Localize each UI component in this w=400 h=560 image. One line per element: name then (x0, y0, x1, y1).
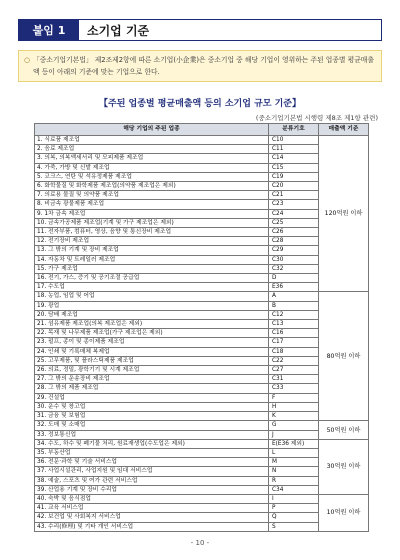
classification-code: C13 (269, 320, 319, 329)
industry-name: 42. 보건업 및 사회복지 서비스업 (35, 513, 269, 522)
table-row (35, 320, 369, 329)
industry-name: 6. 화학물질 및 화학제품 제조업(의약품 제조업은 제외) (35, 182, 269, 191)
industry-name: 38. 예술, 스포츠 및 여가 관련 서비스업 (35, 476, 269, 485)
page-number: - 10 - (190, 539, 210, 547)
classification-code: A (269, 292, 319, 301)
table-row (35, 421, 369, 430)
industry-name: 39. 산업용 기계 및 장비 수리업 (35, 485, 269, 494)
table-row (35, 283, 369, 292)
classification-code: F (269, 393, 319, 402)
industry-name: 1. 식료품 제조업 (35, 136, 269, 145)
industry-name: 8. 비금속 광물제품 제조업 (35, 200, 269, 209)
industry-name: 28. 그 밖의 제품 제조업 (35, 384, 269, 393)
table-row (35, 209, 369, 218)
table-row (35, 264, 369, 273)
industry-name: 17. 수도업 (35, 283, 269, 292)
industry-name: 34. 수도, 하수 및 폐기물 처리, 원료재생업(수도업은 제외) (35, 439, 269, 448)
classification-code: M (269, 458, 319, 467)
table-row (35, 485, 369, 494)
table-row (35, 494, 369, 503)
industry-name: 11. 전자부품, 컴퓨터, 영상, 음향 및 통신장비 제조업 (35, 228, 269, 237)
header-industry: 해당 기업의 주된 업종 (35, 124, 269, 136)
classification-code: C31 (269, 375, 319, 384)
revenue-standard: 30억원 이하 (319, 439, 369, 494)
industry-name: 40. 숙박 및 음식점업 (35, 494, 269, 503)
industry-name: 15. 가구 제조업 (35, 264, 269, 273)
industry-name: 21. 섬유제품 제조업(의복 제조업은 제외) (35, 320, 269, 329)
revenue-standard: 10억원 이하 (319, 494, 369, 531)
table-row (35, 310, 369, 319)
revenue-standard: 120억원 이하 (319, 136, 369, 292)
table-row (35, 255, 369, 264)
industry-name: 18. 농업, 임업 및 어업 (35, 292, 269, 301)
header-code: 분류기호 (269, 124, 319, 136)
table-row (35, 476, 369, 485)
industry-name: 35. 부동산업 (35, 448, 269, 457)
industry-name: 14. 자동차 및 트레일러 제조업 (35, 255, 269, 264)
table-row (35, 191, 369, 200)
industry-name: 41. 교육 서비스업 (35, 504, 269, 513)
table-header-row (35, 124, 369, 136)
table-row (35, 292, 369, 301)
table-row (35, 384, 369, 393)
industry-name: 24. 인쇄 및 기록매체 복제업 (35, 347, 269, 356)
table-row (35, 522, 369, 531)
section-header (18, 19, 382, 41)
classification-code: C21 (269, 191, 319, 200)
table-row (35, 301, 369, 310)
classification-code: C11 (269, 145, 319, 154)
classification-code: C19 (269, 172, 319, 181)
classification-code: C25 (269, 218, 319, 227)
table-row (35, 448, 369, 457)
table-row (35, 246, 369, 255)
industry-name: 20. 담배 제조업 (35, 310, 269, 319)
classification-code: S (269, 522, 319, 531)
classification-code: K (269, 412, 319, 421)
industry-name: 16. 전기, 가스, 증기 및 공기조절 공급업 (35, 274, 269, 283)
table-row (35, 430, 369, 439)
table-row (35, 458, 369, 467)
table-row (35, 329, 369, 338)
classification-code: C27 (269, 366, 319, 375)
classification-code: L (269, 448, 319, 457)
classification-code: G (269, 421, 319, 430)
industry-name: 4. 가죽, 가방 및 신발 제조업 (35, 163, 269, 172)
table-row (35, 439, 369, 448)
industry-name: 12. 전기장비 제조업 (35, 237, 269, 246)
industry-name: 43. 수리(修理) 및 기타 개인 서비스업 (35, 522, 269, 531)
classification-code: P (269, 504, 319, 513)
industry-name: 29. 건설업 (35, 393, 269, 402)
industry-name: 22. 목재 및 나무제품 제조업(가구 제조업은 제외) (35, 329, 269, 338)
table-row (35, 218, 369, 227)
table-row (35, 375, 369, 384)
table-row (35, 136, 369, 145)
industry-name: 25. 고무제품, 및 플라스틱제품 제조업 (35, 356, 269, 365)
classification-code: C18 (269, 347, 319, 356)
section-title: 소기업 기준 (87, 23, 150, 38)
classification-code: Q (269, 513, 319, 522)
classification-code: E(E36 제외) (269, 439, 319, 448)
table-row (35, 172, 369, 181)
table-row (35, 237, 369, 246)
table-row (35, 154, 369, 163)
industry-name: 13. 그 밖의 기계 및 장비 제조업 (35, 246, 269, 255)
classification-code: C22 (269, 356, 319, 365)
table-row (35, 513, 369, 522)
legal-source: (중소기업기본법 시행령 제8조 제1항 관련) (255, 114, 378, 122)
table-row (35, 338, 369, 347)
industry-name: 23. 펄프, 종이 및 종이제품 제조업 (35, 338, 269, 347)
table-row (35, 393, 369, 402)
table-row (35, 402, 369, 411)
industry-name: 19. 광업 (35, 301, 269, 310)
industry-name: 30. 운수 및 창고업 (35, 402, 269, 411)
classification-code: J (269, 430, 319, 439)
classification-code: N (269, 467, 319, 476)
table-row (35, 467, 369, 476)
industry-name: 7. 의료용 물질 및 의약품 제조업 (35, 191, 269, 200)
classification-code: R (269, 476, 319, 485)
classification-code: C34 (269, 485, 319, 494)
table-row (35, 412, 369, 421)
industry-name: 26. 의료, 정밀, 광학기기 및 시계 제조업 (35, 366, 269, 375)
attachment-tag: 붙임 1 (19, 20, 79, 40)
table-heading: 【주된 업종별 평균매출액 등의 소기업 규모 기준】 (99, 99, 301, 109)
classification-code: C23 (269, 200, 319, 209)
classification-code: I (269, 494, 319, 503)
table-row (35, 504, 369, 513)
industry-name: 9. 1차 금속 제조업 (35, 209, 269, 218)
industry-name: 5. 코크스, 연탄 및 석유정제품 제조업 (35, 172, 269, 181)
table-row (35, 228, 369, 237)
bullet-icon: ○ (24, 56, 30, 64)
classification-code: C28 (269, 237, 319, 246)
notice-text: 「중소기업기본법」 제2조제2항에 따른 소기업(小企業)은 중소기업 중 해당 기업이 영위하는 주된 업종별 평균매출액 등이 아래의 기준에 맞는 기업으로 한다. (33, 56, 374, 76)
industry-name: 27. 그 밖의 운송장비 제조업 (35, 375, 269, 384)
table-row (35, 366, 369, 375)
revenue-standard: 50억원 이하 (319, 421, 369, 439)
industry-name: 10. 금속가공제품 제조업(기계 및 가구 제조업은 제외) (35, 218, 269, 227)
industry-name: 3. 의복, 의복액세서리 및 모피제품 제조업 (35, 154, 269, 163)
table-row (35, 145, 369, 154)
classification-code: E36 (269, 283, 319, 292)
header-standard: 매출액 기준 (319, 124, 369, 136)
table-row (35, 200, 369, 209)
industry-name: 2. 음료 제조업 (35, 145, 269, 154)
classification-code: C24 (269, 209, 319, 218)
classification-code: C15 (269, 163, 319, 172)
classification-code: C26 (269, 228, 319, 237)
notice-box (18, 50, 382, 82)
industry-name: 37. 사업시설관리, 사업지원 및 임대 서비스업 (35, 467, 269, 476)
table-row (35, 347, 369, 356)
classification-code: C17 (269, 338, 319, 347)
industry-name: 32. 도매 및 소매업 (35, 421, 269, 430)
classification-code: B (269, 301, 319, 310)
standards-table (34, 123, 369, 532)
revenue-standard: 80억원 이하 (319, 292, 369, 421)
industry-name: 33. 정보통신업 (35, 430, 269, 439)
classification-code: C29 (269, 246, 319, 255)
industry-name: 31. 금융 및 보험업 (35, 412, 269, 421)
table-row (35, 356, 369, 365)
classification-code: C20 (269, 182, 319, 191)
classification-code: C12 (269, 310, 319, 319)
classification-code: C32 (269, 264, 319, 273)
table-row (35, 274, 369, 283)
classification-code: C14 (269, 154, 319, 163)
classification-code: C30 (269, 255, 319, 264)
classification-code: C16 (269, 329, 319, 338)
classification-code: H (269, 402, 319, 411)
industry-name: 36. 전문·과학 및 기술 서비스업 (35, 458, 269, 467)
table-row (35, 182, 369, 191)
table-row (35, 163, 369, 172)
classification-code: D (269, 274, 319, 283)
classification-code: C33 (269, 384, 319, 393)
classification-code: C10 (269, 136, 319, 145)
